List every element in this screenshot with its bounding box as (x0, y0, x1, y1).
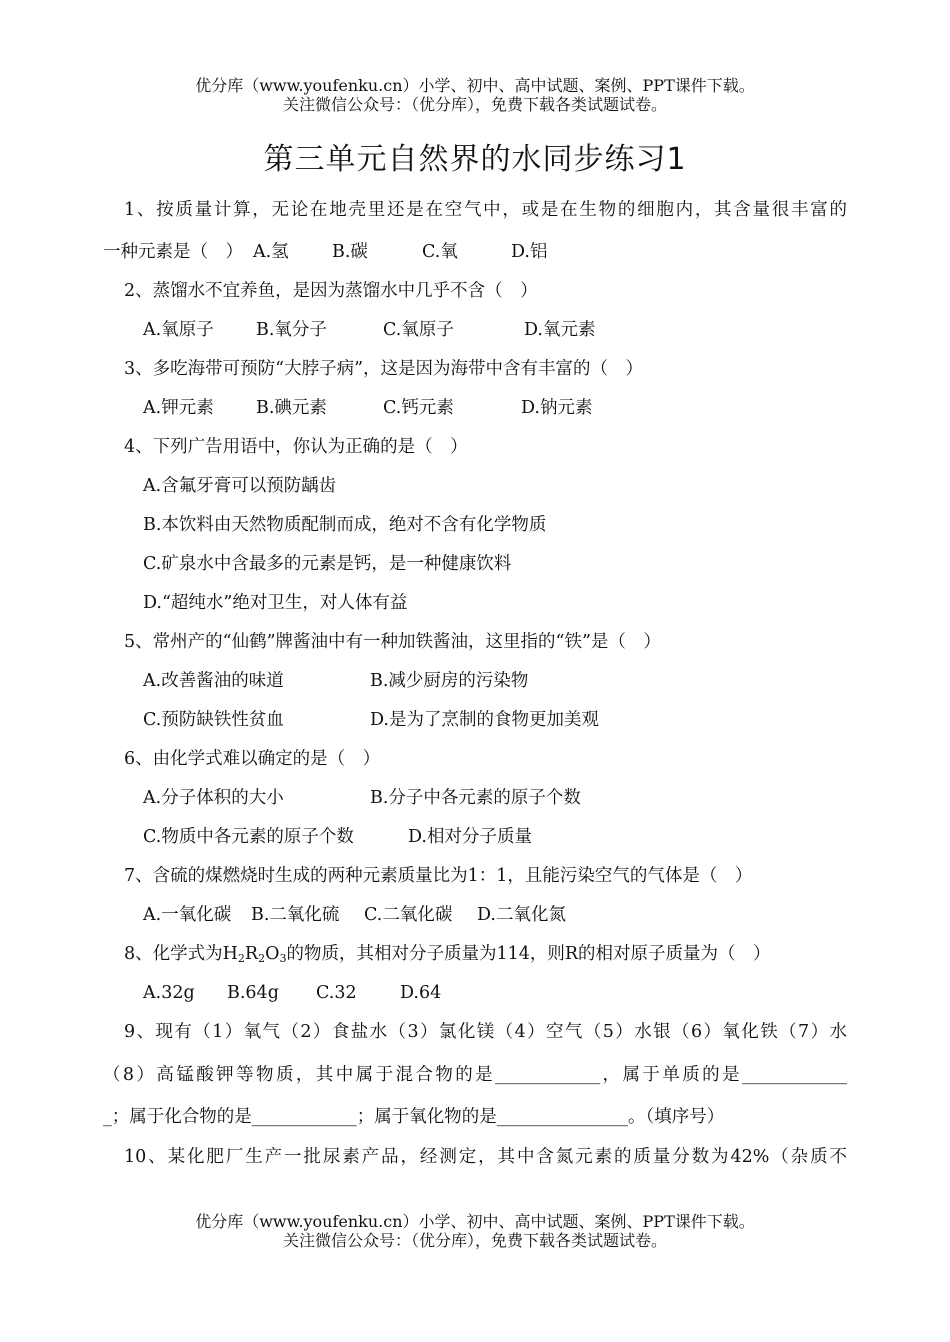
footer-line-1: 优分库（www.youfenku.cn）小学、初中、高中试题、案例、PPT课件下载。 (195, 1212, 755, 1231)
q5-stem: 5、常州产的“仙鹤”牌酱油中有一种加铁酱油，这里指的“铁”是（ ） (124, 632, 661, 652)
q3-option-c: C.钙元素 (383, 398, 454, 418)
q9-line-1: 9、现有（1）氧气（2）食盐水（3）氯化镁（4）空气（5）水银（6）氧化铁（7）水 (124, 1022, 847, 1042)
q4-stem: 4、下列广告用语中，你认为正确的是（ ） (124, 437, 468, 457)
q2-option-a: A.氧原子 (143, 320, 214, 340)
q8-stem-b: 的物质，其相对分子质量为114，则R的相对原子质量为（ ） (286, 944, 771, 964)
q8-stem-a: 8、化学式为 (124, 944, 223, 964)
q4-option-a: A.含氟牙膏可以预防龋齿 (143, 476, 337, 496)
q5-option-a: A.改善酱油的味道 (143, 671, 284, 691)
q8-option-b: B.64g (227, 983, 279, 1003)
q8-option-a: A.32g (143, 983, 195, 1003)
q6-option-b: B.分子中各元素的原子个数 (370, 788, 581, 808)
q3-option-d: D.钠元素 (521, 398, 593, 418)
q9-line-2: （8）高锰酸钾等物质，其中属于混合物的是____________，属于单质的是____________ (103, 1065, 847, 1085)
q4-option-d: D.“超纯水”绝对卫生，对人体有益 (143, 593, 408, 613)
q3-option-a: A.钾元素 (143, 398, 214, 418)
q6-option-c: C.物质中各元素的原子个数 (143, 827, 354, 847)
q6-option-a: A.分子体积的大小 (143, 788, 284, 808)
q5-option-d: D.是为了烹制的食物更加美观 (370, 710, 599, 730)
q1-stem: 一种元素是（ ） (103, 242, 243, 262)
page-header (0, 76, 950, 114)
page-footer (0, 1212, 950, 1250)
q1-option-a: A.氢 (253, 242, 289, 262)
header-line-2: 关注微信公众号：（优分库），免费下载各类试题试卷。 (282, 95, 667, 114)
footer-line-2: 关注微信公众号：（优分库），免费下载各类试题试卷。 (282, 1231, 667, 1250)
q6-stem: 6、由化学式难以确定的是（ ） (124, 749, 381, 769)
q5-option-b: B.减少厨房的污染物 (370, 671, 529, 691)
q1-option-b: B.碳 (332, 242, 368, 262)
q1-option-d: D.铝 (511, 242, 548, 262)
q8-option-c: C.32 (316, 983, 357, 1003)
q3-option-b: B.碘元素 (256, 398, 327, 418)
q2-option-d: D.氧元素 (524, 320, 596, 340)
q1-line-1: 1、按质量计算，无论在地壳里还是在空气中，或是在生物的细胞内，其含量很丰富的 (124, 200, 847, 220)
q2-stem: 2、蒸馏水不宜养鱼，是因为蒸馏水中几乎不含（ ） (124, 281, 538, 301)
q6-option-d: D.相对分子质量 (408, 827, 532, 847)
q2-option-c: C.氧原子 (383, 320, 454, 340)
q7-option-b: B.二氧化硫 (251, 905, 340, 925)
q7-stem: 7、含硫的煤燃烧时生成的两种元素质量比为1：1，且能污染空气的气体是（ ） (124, 866, 753, 886)
q1-option-c: C.氧 (422, 242, 458, 262)
q10-line-1: 10、某化肥厂生产一批尿素产品，经测定，其中含氮元素的质量分数为42%（杂质不 (124, 1147, 847, 1167)
q7-option-d: D.二氧化氮 (477, 905, 566, 925)
q1-line-2 (103, 240, 863, 264)
q5-option-c: C.预防缺铁性贫血 (143, 710, 284, 730)
header-line-1: 优分库（www.youfenku.cn）小学、初中、高中试题、案例、PPT课件下载。 (195, 76, 755, 95)
q2-option-b: B.氧分子 (256, 320, 327, 340)
q8-option-d: D.64 (400, 983, 442, 1003)
q4-option-b: B.本饮料由天然物质配制而成，绝对不含有化学物质 (143, 515, 547, 535)
q3-stem: 3、多吃海带可预防“大脖子病”，这是因为海带中含有丰富的（ ） (124, 359, 644, 379)
q8-formula: $H_2R_2O_3$ (222, 944, 287, 965)
q7-option-a: A.一氧化碳 (143, 905, 232, 925)
page-title: 第三单元自然界的水同步练习1 (263, 142, 687, 177)
q8-stem (124, 942, 771, 966)
q4-option-c: C.矿泉水中含最多的元素是钙，是一种健康饮料 (143, 554, 512, 574)
q7-option-c: C.二氧化碳 (364, 905, 453, 925)
q9-line-3: _；属于化合物的是____________；属于氧化物的是_______________。（填序号） (103, 1107, 725, 1127)
